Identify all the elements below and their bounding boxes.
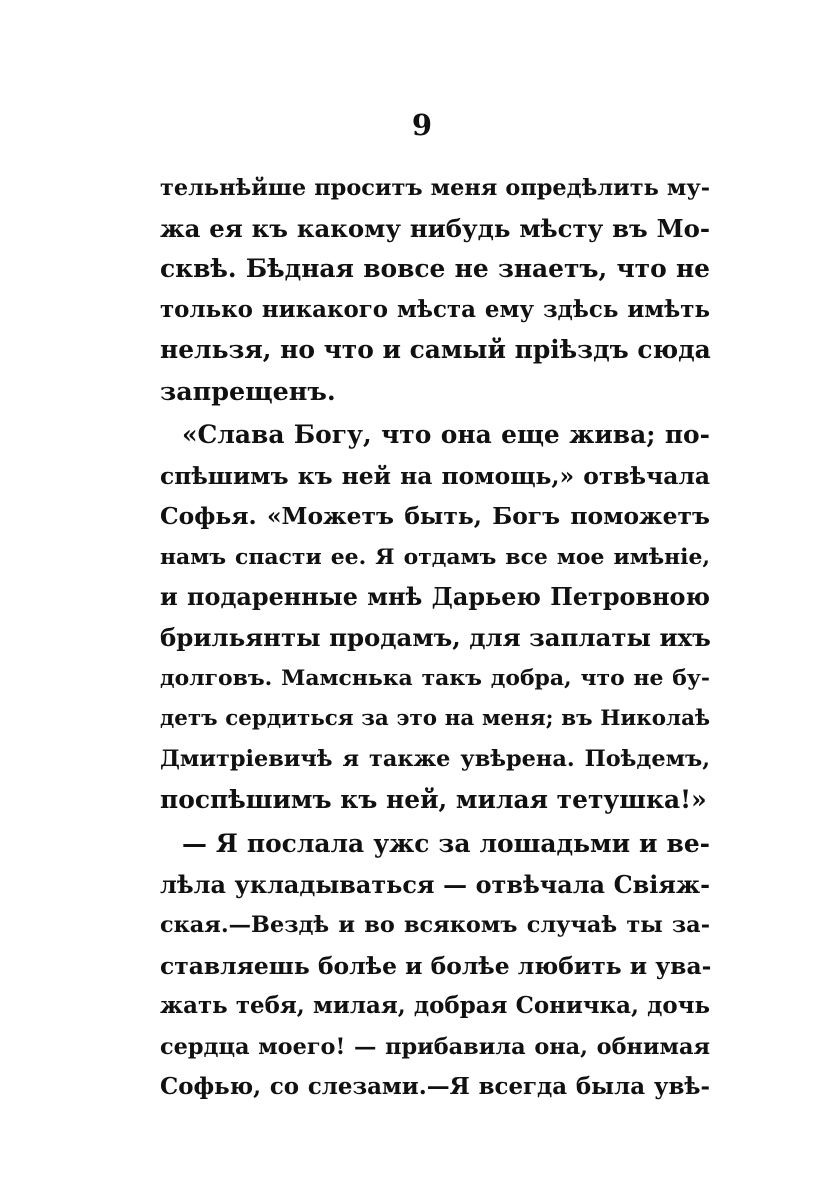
text-line: намъ спасти ее. Я отдамъ все мое имѣніе,	[160, 543, 710, 570]
text-line: и подаренные мнѣ Дарьею Петровною	[160, 583, 710, 611]
text-line: лѣла укладываться — отвѣчала Свіяж-	[160, 870, 710, 899]
text-line: детъ сердиться за это на меня; въ Николаѣ	[160, 705, 710, 731]
text-line: запрещенъ.	[160, 375, 336, 406]
text-line: — Я послала ужс за лошадьми и ве-	[182, 829, 710, 858]
text-line: Дмитріевичѣ я также увѣрена. Поѣдемъ,	[160, 746, 710, 772]
text-line: ская.—Вездѣ и во всякомъ случаѣ ты за-	[160, 912, 710, 938]
text-line: поспѣшимъ къ ней, милая тетушка!»	[160, 784, 707, 814]
text-line: спѣшимъ къ ней на помощь,» отвѣчала	[160, 461, 710, 490]
text-line: нельзя, но что и самый пріѣздъ сюда	[160, 335, 711, 364]
text-line: Софья. «Можетъ быть, Богъ поможетъ	[160, 502, 710, 530]
text-line: только никакого мѣста ему здѣсь имѣть	[160, 295, 710, 323]
text-line: «Слава Богу, что она еще жива; по-	[182, 420, 710, 449]
text-line: Софью, со слезами.—Я всегда была увѣ-	[160, 1073, 710, 1100]
text-line: сквѣ. Бѣдная вовсе не знаетъ, что не	[160, 254, 710, 283]
text-line: сердца моего! — прибавила она, обнимая	[160, 1033, 710, 1060]
text-line: тельнѣйше проситъ меня опредѣлить му-	[160, 175, 710, 201]
paragraph-1	[160, 168, 710, 411]
page-number	[0, 108, 840, 142]
body-text	[160, 168, 710, 1108]
text-line: жа ея къ какому нибудь мѣсту въ Мо-	[160, 213, 710, 243]
page-number-text: 9	[411, 108, 433, 142]
paragraph-2	[160, 415, 710, 820]
paragraph-3	[160, 824, 710, 1108]
text-line: брильянты продамъ, для заплаты ихъ	[160, 622, 711, 652]
text-line: ставляешь болѣе и болѣе любить и ува-	[160, 951, 712, 980]
text-line: жать тебя, милая, добрая Соничка, дочь	[160, 992, 710, 1019]
text-line: долговъ. Мамснька такъ добра, что не бу-	[160, 665, 710, 691]
